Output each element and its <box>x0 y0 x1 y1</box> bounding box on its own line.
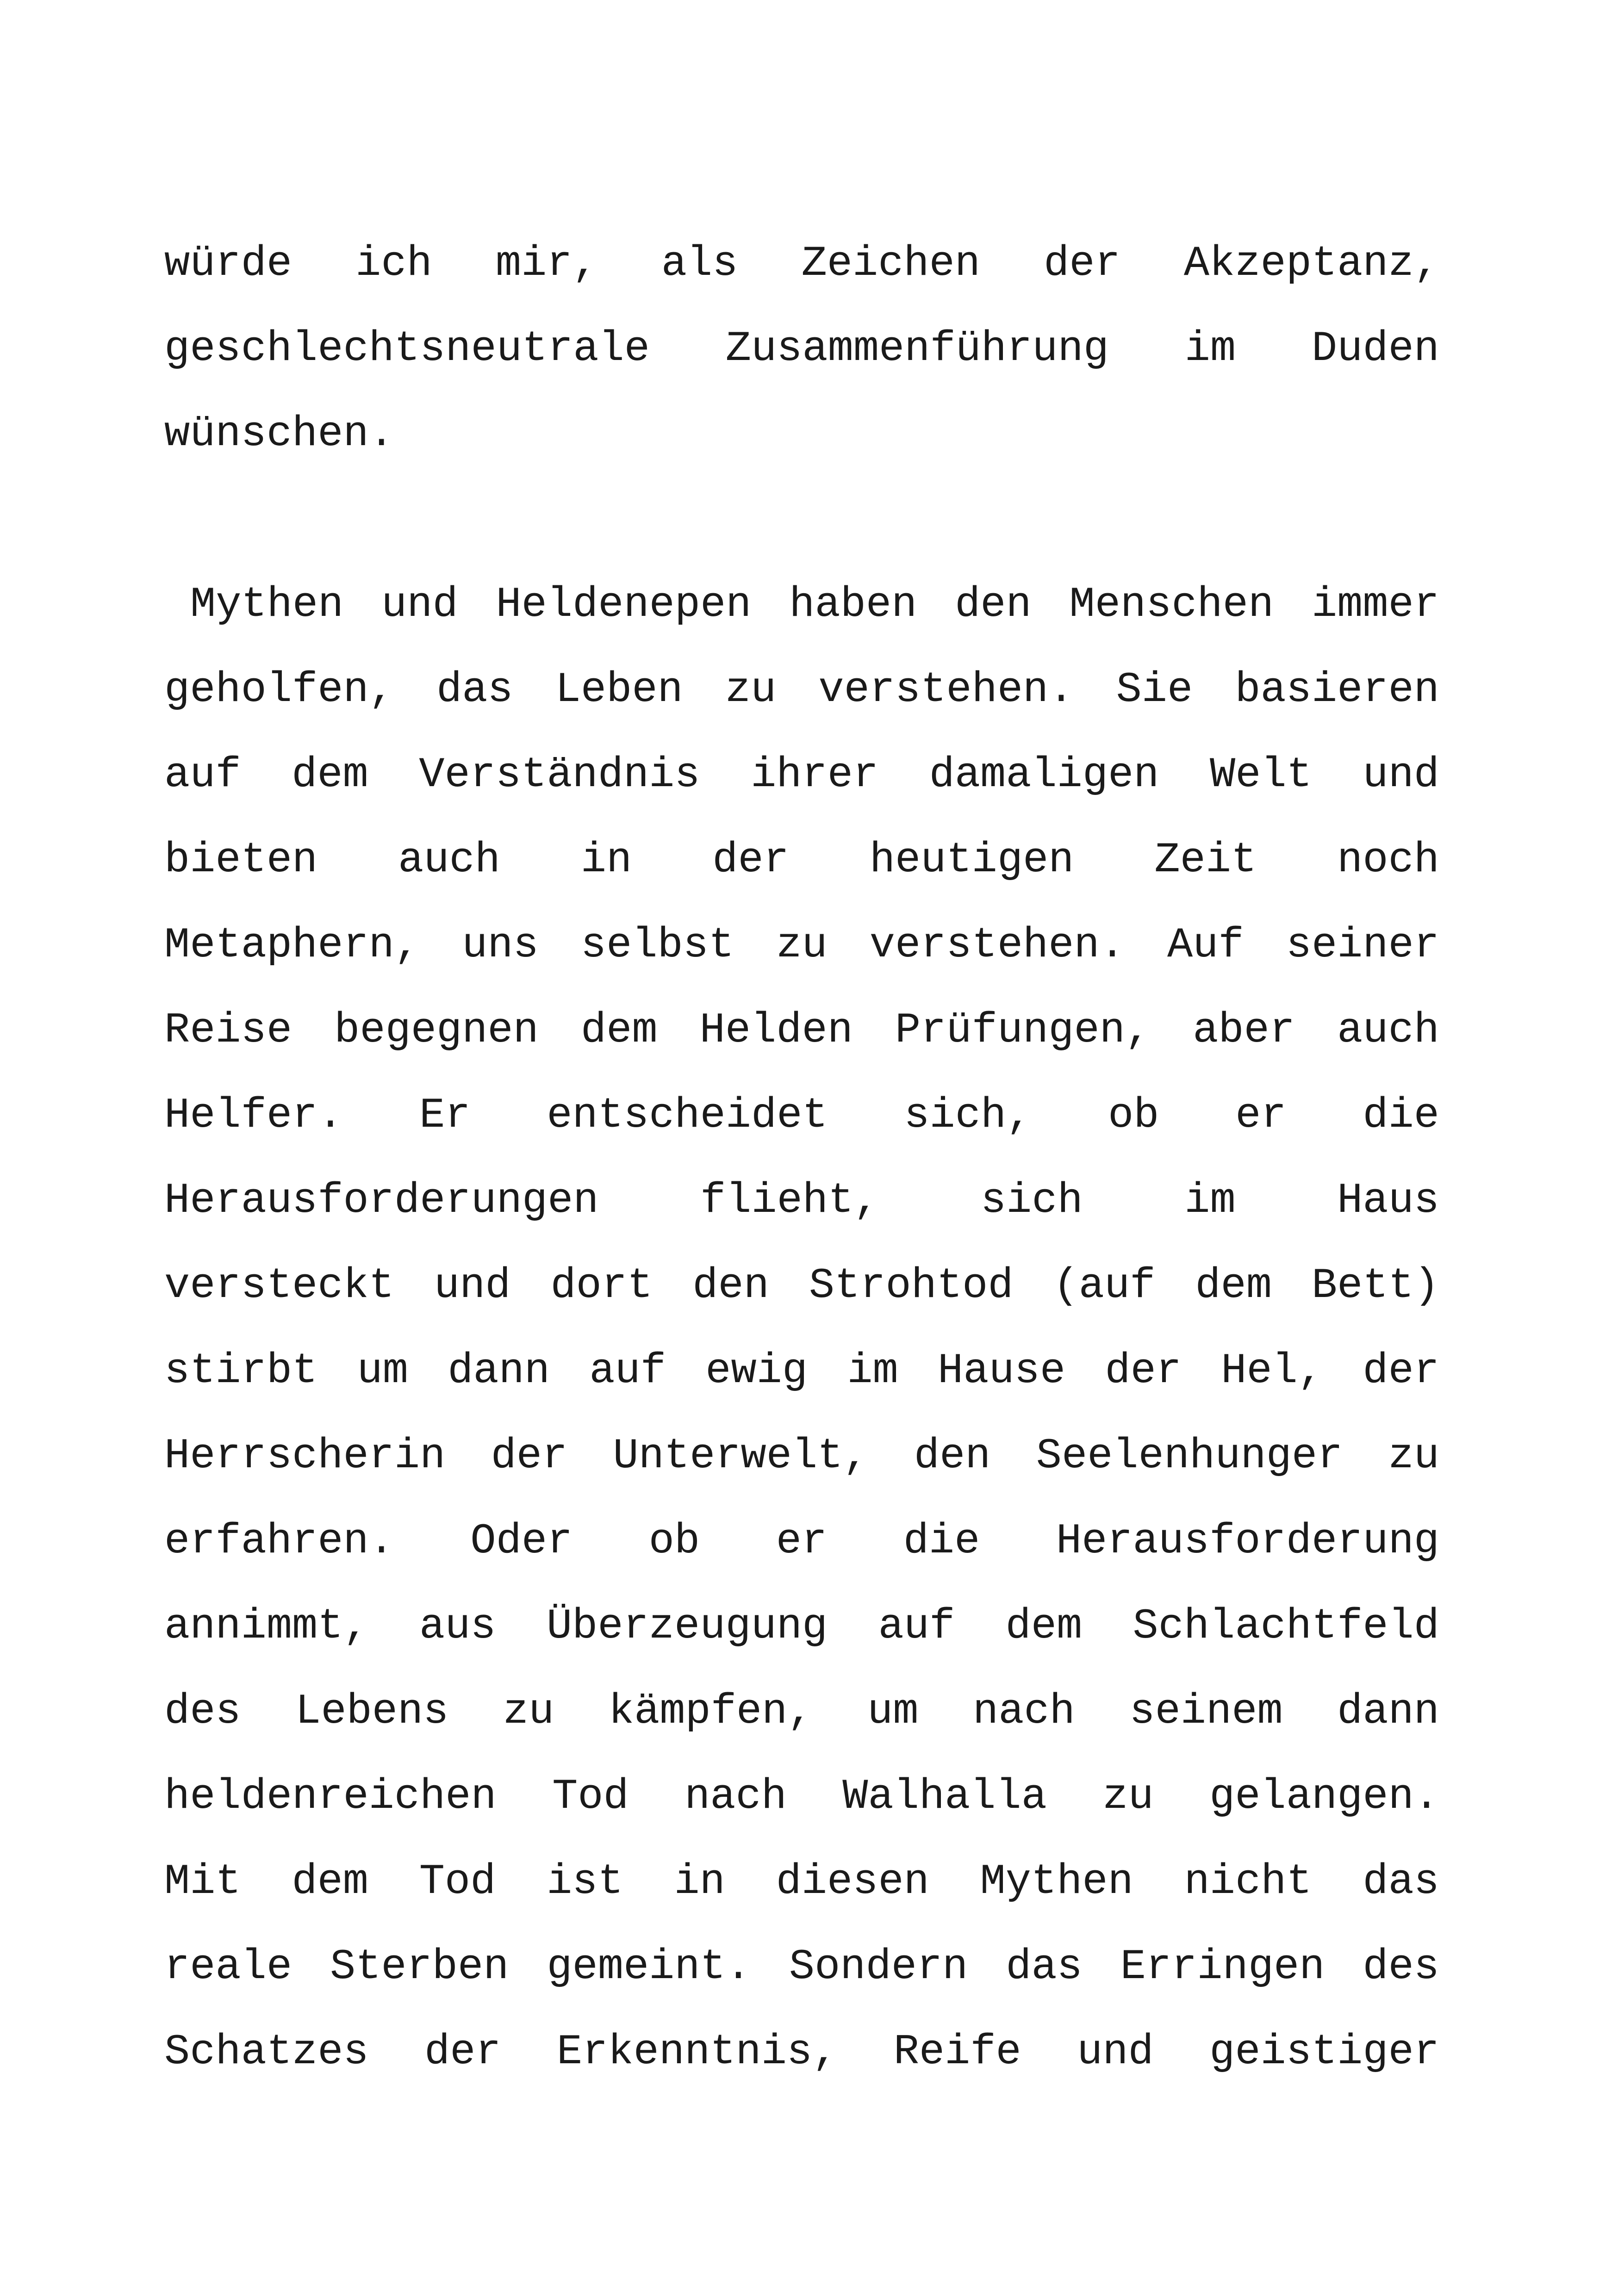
text-line: Herrscherin der Unterwelt, den Seelenhunger zu <box>164 1432 1439 1480</box>
text-line: Schatzes der Erkenntnis, Reife und geistiger <box>164 2028 1439 2076</box>
text-line: Helfer. Er entscheidet sich, ob er die <box>164 1091 1439 1140</box>
text-line: heldenreichen Tod nach Walhalla zu gelangen. <box>164 1772 1439 1821</box>
text-line: Metaphern, uns selbst zu verstehen. Auf seiner <box>164 921 1439 969</box>
text-line: würde ich mir, als Zeichen der Akzeptanz, <box>164 239 1439 288</box>
text-line: des Lebens zu kämpfen, um nach seinem dann <box>164 1687 1439 1736</box>
paragraph-2 <box>164 562 1439 2095</box>
text-line: stirbt um dann auf ewig im Hause der Hel, der <box>164 1347 1439 1395</box>
text-line: reale Sterben gemeint. Sondern das Erringen des <box>164 1942 1439 1991</box>
text-line: Mit dem Tod ist in diesen Mythen nicht das <box>164 1857 1439 1906</box>
text-line: Mythen und Heldenepen haben den Menschen immer <box>190 580 1439 629</box>
text-line: geholfen, das Leben zu verstehen. Sie basieren <box>164 665 1439 714</box>
text-line: auf dem Verständnis ihrer damaligen Welt und <box>164 751 1439 799</box>
text-line: bieten auch in der heutigen Zeit noch <box>164 836 1439 884</box>
text-line: Herausforderungen flieht, sich im Haus <box>164 1176 1439 1225</box>
text-line: geschlechtsneutrale Zusammenführung im Duden <box>164 324 1439 373</box>
text-line: versteckt und dort den Strohtod (auf dem Bett) <box>164 1261 1439 1310</box>
text-line: erfahren. Oder ob er die Herausforderung <box>164 1517 1439 1565</box>
text-line: Reise begegnen dem Helden Prüfungen, aber auch <box>164 1006 1439 1055</box>
paragraph-1 <box>164 221 1439 477</box>
text-line: annimmt, aus Überzeugung auf dem Schlachtfeld <box>164 1602 1439 1651</box>
text-line: wünschen. <box>164 410 394 458</box>
